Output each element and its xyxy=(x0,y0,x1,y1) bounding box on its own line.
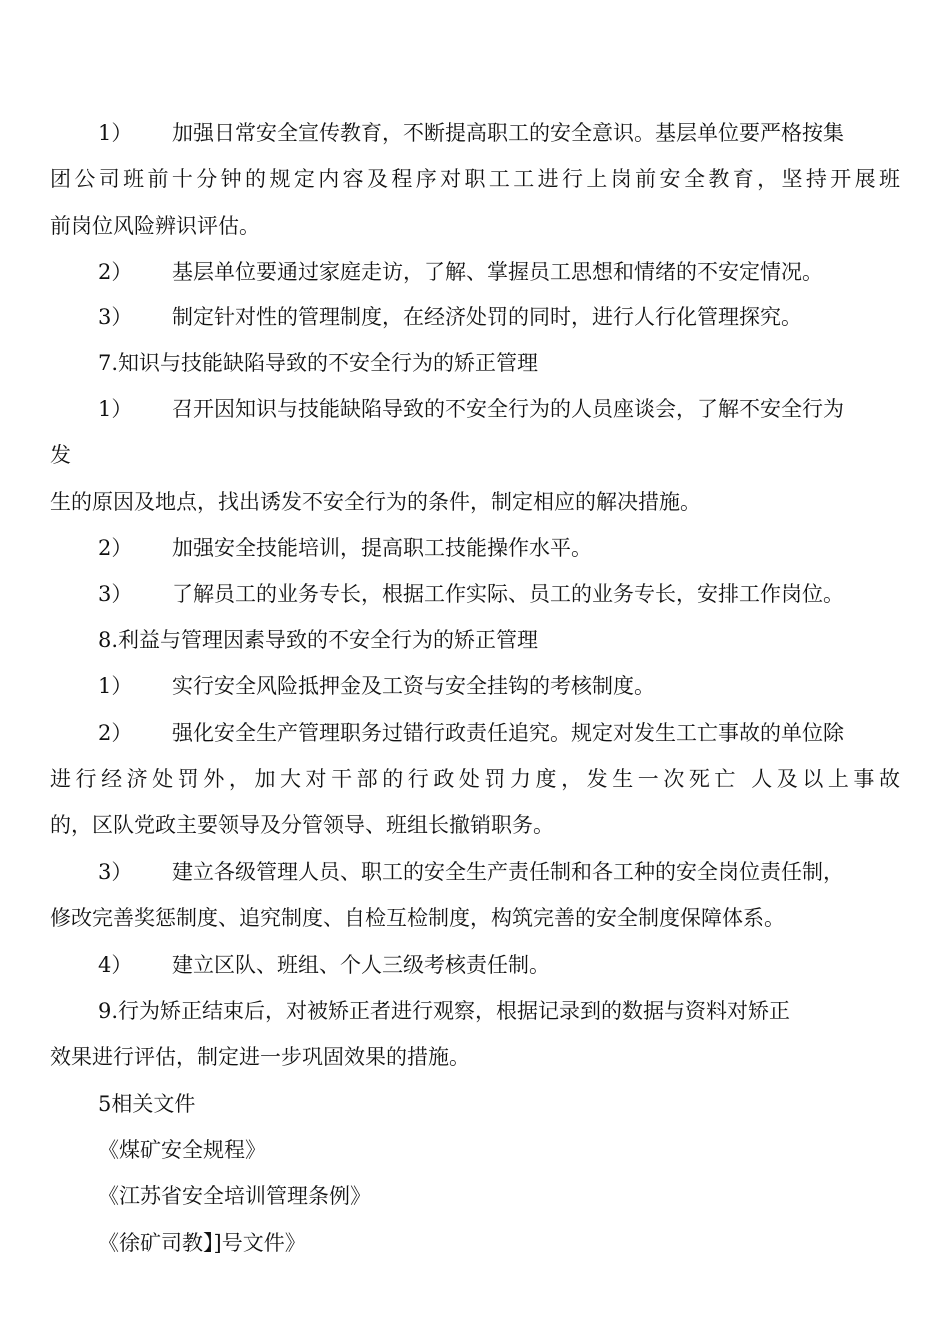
paragraph-line: 效果进行评估，制定进一步巩固效果的措施。 xyxy=(50,1045,470,1069)
item-number: 3） xyxy=(98,582,133,606)
line-text: 加强日常安全宣传教育，不断提高职工的安全意识。基层单位要严格按集 xyxy=(172,121,844,145)
item-number: 1） xyxy=(98,121,133,145)
paragraph-line: 进行经济处罚外，加大对干部的行政处罚力度，发生一次死亡 人及以上事故 xyxy=(50,767,900,791)
item-number: 3） xyxy=(98,860,133,884)
paragraph-line: 发 xyxy=(50,443,71,467)
paragraph-line: 前岗位风险辨识评估。 xyxy=(50,214,260,238)
line-text: 加强安全技能培训，提高职工技能操作水平。 xyxy=(172,536,592,560)
section-heading: 5相关文件 xyxy=(98,1092,196,1116)
paragraph-line: 9.行为矫正结束后，对被矫正者进行观察，根据记录到的数据与资料对矫正 xyxy=(98,999,791,1023)
line-text: 基层单位要通过家庭走访，了解、掌握员工思想和情绪的不安定情况。 xyxy=(172,260,823,284)
paragraph-line xyxy=(98,579,948,609)
item-number: 2） xyxy=(98,260,133,284)
item-number: 4） xyxy=(98,953,133,977)
paragraph-line xyxy=(98,118,948,148)
paragraph-line: 团公司班前十分钟的规定内容及程序对职工工进行上岗前安全教育，坚持开展班 xyxy=(50,167,900,191)
line-text: 建立各级管理人员、职工的安全生产责任制和各工种的安全岗位责任制， xyxy=(172,860,844,884)
section-heading: 7.知识与技能缺陷导致的不安全行为的矫正管理 xyxy=(98,351,539,375)
paragraph-line xyxy=(98,257,948,287)
section-heading: 8.利益与管理因素导致的不安全行为的矫正管理 xyxy=(98,628,539,652)
paragraph-line: 修改完善奖惩制度、追究制度、自检互检制度，构筑完善的安全制度保障体系。 xyxy=(50,906,785,930)
item-number: 2） xyxy=(98,721,133,745)
line-text: 强化安全生产管理职务过错行政责任追究。规定对发生工亡事故的单位除 xyxy=(172,721,844,745)
line-text: 实行安全风险抵押金及工资与安全挂钩的考核制度。 xyxy=(172,674,655,698)
paragraph-line xyxy=(98,857,948,887)
paragraph-line xyxy=(98,302,948,332)
paragraph-line xyxy=(98,950,948,980)
reference-item: 《煤矿安全规程》 xyxy=(98,1138,266,1162)
paragraph-line: 生的原因及地点，找出诱发不安全行为的条件，制定相应的解决措施。 xyxy=(50,490,701,514)
paragraph-line xyxy=(98,718,948,748)
item-number: 1） xyxy=(98,674,133,698)
paragraph-line: 的，区队党政主要领导及分管领导、班组长撤销职务。 xyxy=(50,813,554,837)
paragraph-line xyxy=(98,533,948,563)
line-text: 了解员工的业务专长，根据工作实际、员工的业务专长，安排工作岗位。 xyxy=(172,582,844,606)
paragraph-line xyxy=(98,671,948,701)
reference-item: 《徐矿司教】]号文件》 xyxy=(98,1231,306,1255)
reference-item: 《江苏省安全培训管理条例》 xyxy=(98,1184,371,1208)
item-number: 1） xyxy=(98,397,133,421)
line-text: 建立区队、班组、个人三级考核责任制。 xyxy=(172,953,550,977)
item-number: 3） xyxy=(98,305,133,329)
line-text: 制定针对性的管理制度，在经济处罚的同时，进行人行化管理探究。 xyxy=(172,305,802,329)
line-text: 召开因知识与技能缺陷导致的不安全行为的人员座谈会，了解不安全行为 xyxy=(172,397,844,421)
paragraph-line xyxy=(98,394,948,424)
item-number: 2） xyxy=(98,536,133,560)
